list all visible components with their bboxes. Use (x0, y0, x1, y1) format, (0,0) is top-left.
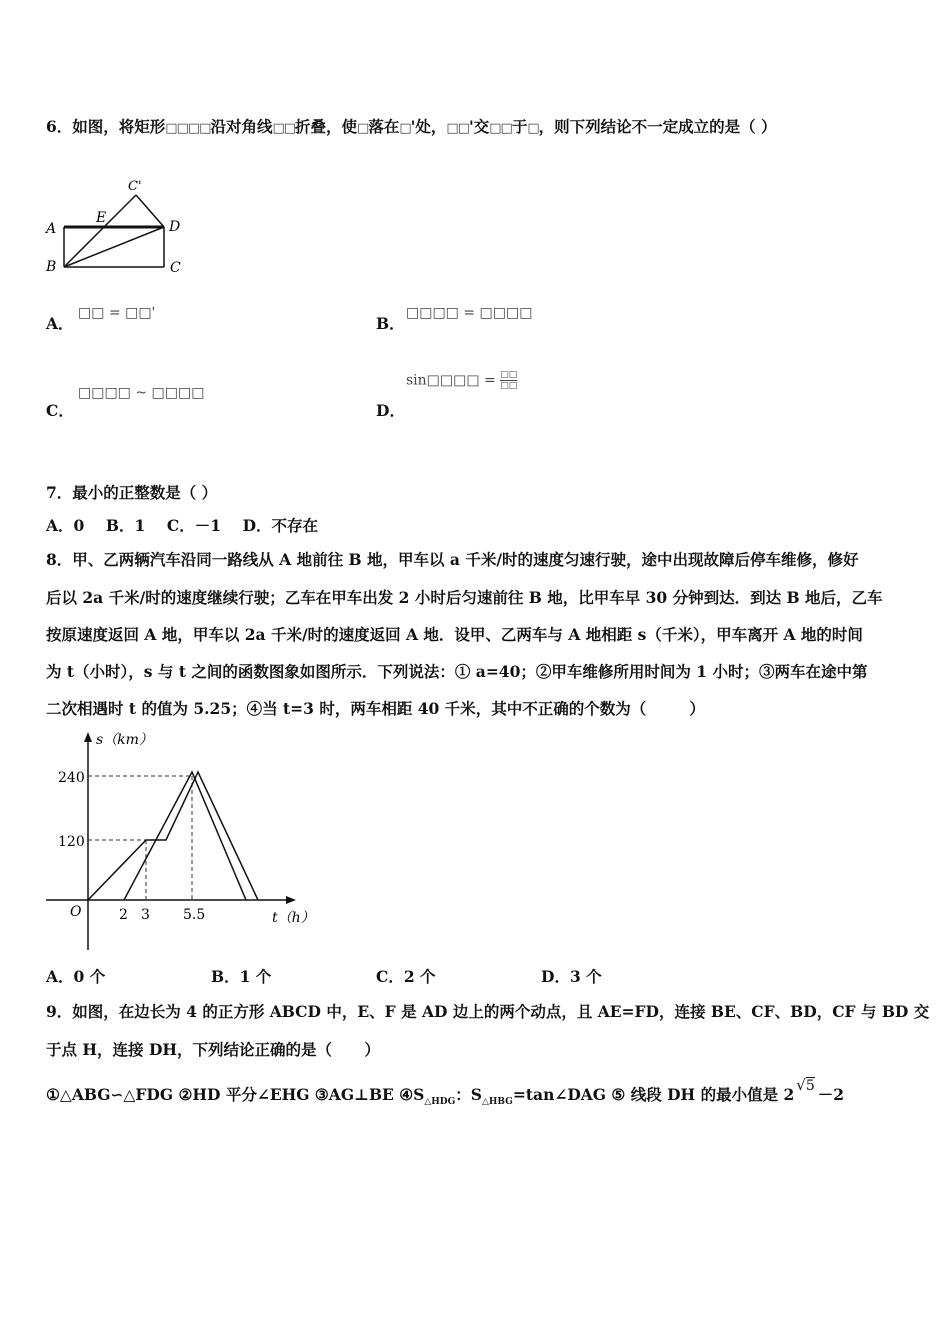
fig-label-c-prime: C' (128, 179, 142, 194)
q6-option-b-formula: □□□□ = □□□□ (406, 305, 533, 321)
q6-stem: 6．如图，将矩形□□□□沿对角线□□折叠，使□落在□'处，□□'交□□于□，则下列结论不一定成立的是（ ） (46, 117, 777, 136)
graph-line-car-jia (88, 772, 258, 900)
q8-option-b: B．1 个 (211, 967, 272, 986)
q7-stem: 7．最小的正整数是（ ） (46, 483, 218, 502)
graph-x-axis-label: t（h） (272, 910, 315, 926)
graph-y-tick-120: 120 (58, 834, 85, 850)
graph-origin-label: O (70, 904, 82, 920)
q8-stem-line-3: 按原速度返回 A 地，甲车以 2a 千米/时的速度返回 A 地．设甲、乙两车与 A 地相距 s（千米），甲车离开 A 地的时间 (46, 625, 863, 644)
graph-x-tick-55: 5.5 (183, 907, 206, 923)
q8-option-d: D．3 个 (541, 967, 602, 986)
fig-diagonal-bd (64, 227, 164, 267)
graph-x-tick-2: 2 (119, 907, 128, 923)
graph-y-arrow (84, 732, 92, 742)
q8-option-c: C．2 个 (376, 967, 436, 986)
fig-line-bc-prime (64, 195, 136, 267)
sqrt-5: √5 (796, 1076, 815, 1094)
fig-label-a: A (46, 221, 57, 237)
graph-y-axis-label: s（km） (96, 732, 153, 748)
q8-stem-line-1: 8．甲、乙两辆汽车沿同一路线从 A 地前往 B 地，甲车以 a 千米/时的速度匀速行驶，途中出现故障后停车维修，修好 (46, 550, 859, 569)
q6-option-d-formula: sin□□□□ = $\frac{□□}{□□}$ (406, 370, 518, 391)
fig-label-d: D (169, 219, 181, 235)
q7-options: A．0 B．1 C．－1 D．不存在 (46, 516, 319, 535)
q9-stem-line-1: 9．如图，在边长为 4 的正方形 ABCD 中，E、F 是 AD 边上的两个动点，且 AE=FD，连接 BE、CF、BD，CF 与 BD 交 (46, 1002, 930, 1021)
graph-y-tick-240: 240 (58, 770, 85, 786)
q6-option-a-formula: □□ = □□' (78, 305, 156, 321)
q8-stem-line-4: 为 t（小时），s 与 t 之间的函数图象如图所示．下列说法：① a=40；②甲车维修所用时间为 1 小时；③两车在途中第 (46, 662, 868, 681)
fig-line-c-prime-d (136, 195, 164, 227)
graph-x-arrow (286, 896, 296, 904)
q6-option-b-label: B． (376, 314, 405, 333)
q8-option-a: A．0 个 (46, 967, 106, 986)
fig-label-b: B (46, 259, 57, 275)
q9-conclusions: ①△ABG∽△FDG ②HD 平分∠EHG ③AG⊥BE $④S_{\triangle HDG}$：$S_{\triangle HBG}=\tan\angle DAG$ ⑤ 线段 DH 的最小值是 2 √5 －2 (46, 1076, 845, 1108)
q6-figure (40, 170, 200, 285)
q6-option-d-fraction: $\frac{□□}{□□}$ (500, 370, 518, 391)
q8-graph (40, 726, 325, 956)
q8-stem-line-2: 后以 2a 千米/时的速度继续行驶；乙车在甲车出发 2 小时后匀速前往 B 地，比甲车早 30 分钟到达．到达 B 地后，乙车 (46, 588, 883, 607)
q9-stem-line-2: 于点 H，连接 DH，下列结论正确的是（ ） (46, 1040, 380, 1059)
q6-option-d-label: D． (376, 401, 405, 420)
fig-label-e: E (96, 210, 107, 226)
q6-option-c-label: C． (46, 401, 74, 420)
q6-option-c-formula: □□□□ ~ □□□□ (78, 385, 205, 401)
fig-label-c: C (170, 260, 181, 276)
graph-x-tick-3: 3 (141, 907, 150, 923)
q6-option-a-label: A． (46, 314, 74, 333)
q8-stem-line-5: 二次相遇时 t 的值为 5.25；④当 t=3 时，两车相距 40 千米，其中不正确的个数为（ ） (46, 699, 705, 718)
